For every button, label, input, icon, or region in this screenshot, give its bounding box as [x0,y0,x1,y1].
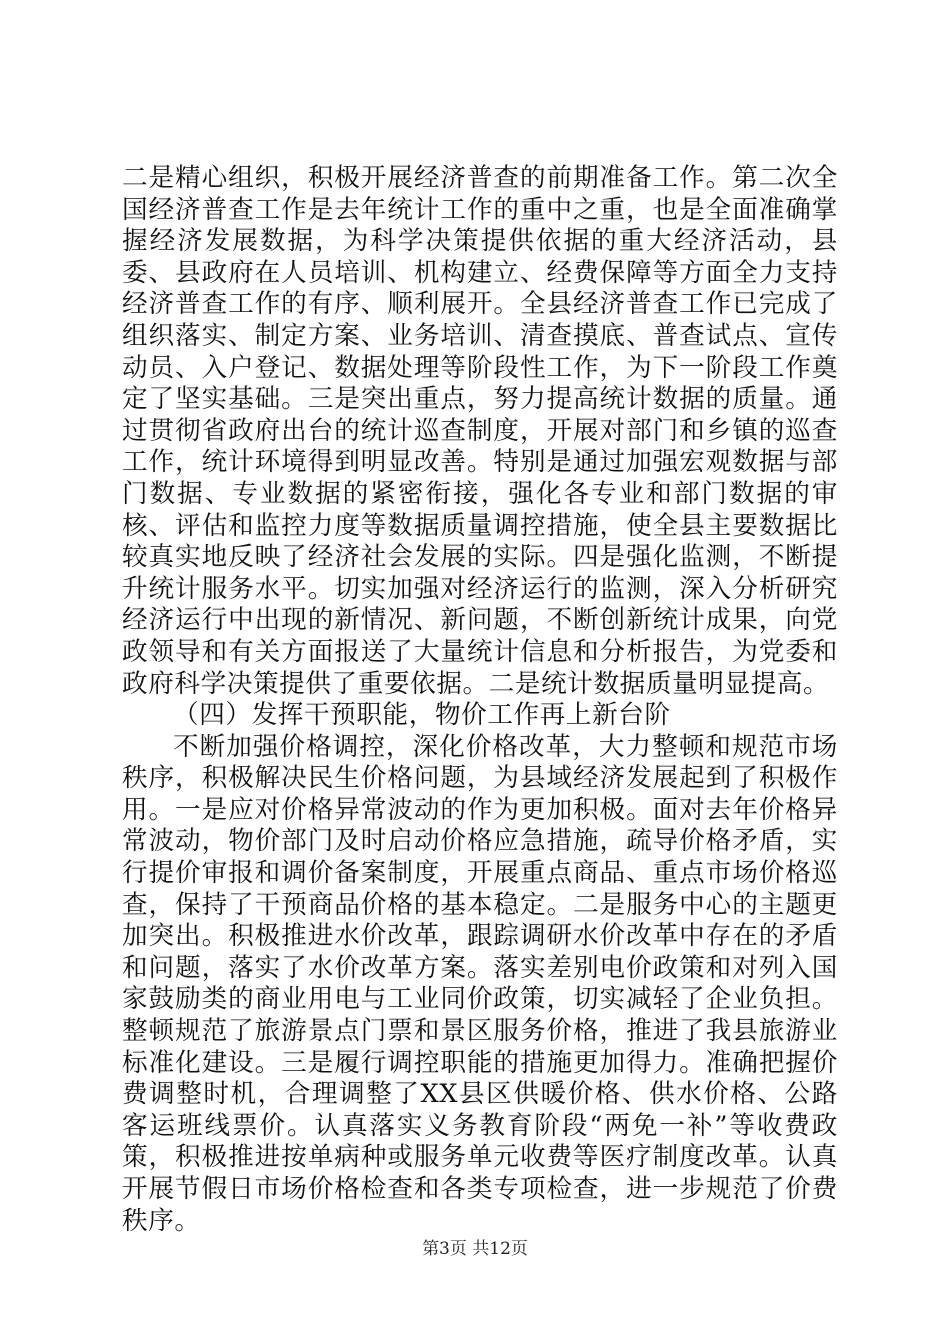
page-number-footer: 第3页 共12页 [422,1239,528,1259]
paragraph-statistics-work: 二是精心组织，积极开展经济普查的前期准备工作。第二次全国经济普查工作是去年统计工作的重中之重，也是全面准确掌握经济发展数据，为科学决策提供依据的重大经济活动，县委、县政府在人员培训、机构建立、经费保障等方面全力支持经济普查工作的有序、顺利展开。全县经济普查工作已完成了组织落实、制定方案、业务培训、清查摸底、普查试点、宣传动员、入户登记、数据处理等阶段性工作，为下一阶段工作奠定了坚实基础。三是突出重点，努力提高统计数据的质量。通过贯彻省政府出台的统计巡查制度，开展对部门和乡镇的巡查工作，统计环境得到明显改善。特别是通过加强宏观数据与部门数据、专业数据的紧密衔接，强化各专业和部门数据的审核、评估和监控力度等数据质量调控措施，使全县主要数据比较真实地反映了经济社会发展的实际。四是强化监测，不断提升统计服务水平。切实加强对经济运行的监测，深入分析研究经济运行中出现的新情况、新问题，不断创新统计成果，向党政领导和有关方面报送了大量统计信息和分析报告，为党委和政府科学决策提供了重要依据。二是统计数据质量明显提高。 [122,163,838,699]
document-body [122,163,838,1237]
paragraph-price-work: 不断加强价格调控，深化价格改革，大力整顿和规范市场秩序，积极解决民生价格问题，为县域经济发展起到了积极作用。一是应对价格异常波动的作为更加积极。面对去年价格异常波动，物价部门及时启动价格应急措施，疏导价格矛盾，实行提价审报和调价备案制度，开展重点商品、重点市场价格巡查，保持了干预商品价格的基本稳定。二是服务中心的主题更加突出。积极推进水价改革，跟踪调研水价改革中存在的矛盾和问题，落实了水价改革方案。落实差别电价政策和对列入国家鼓励类的商业用电与工业同价政策，切实减轻了企业负担。整顿规范了旅游景点门票和景区服务价格，推进了我县旅游业标准化建设。三是履行调控职能的措施更加得力。准确把握价费调整时机，合理调整了XX县区供暖价格、供水价格、公路客运班线票价。认真落实义务教育阶段“两免一补”等收费政策，积极推进按单病种或服务单元收费等医疗制度改革。认真开展节假日市场价格检查和各类专项检查，进一步规范了价费秩序。 [122,731,838,1236]
section-heading-price-work: （四）发挥干预职能，物价工作再上新台阶 [173,700,671,731]
